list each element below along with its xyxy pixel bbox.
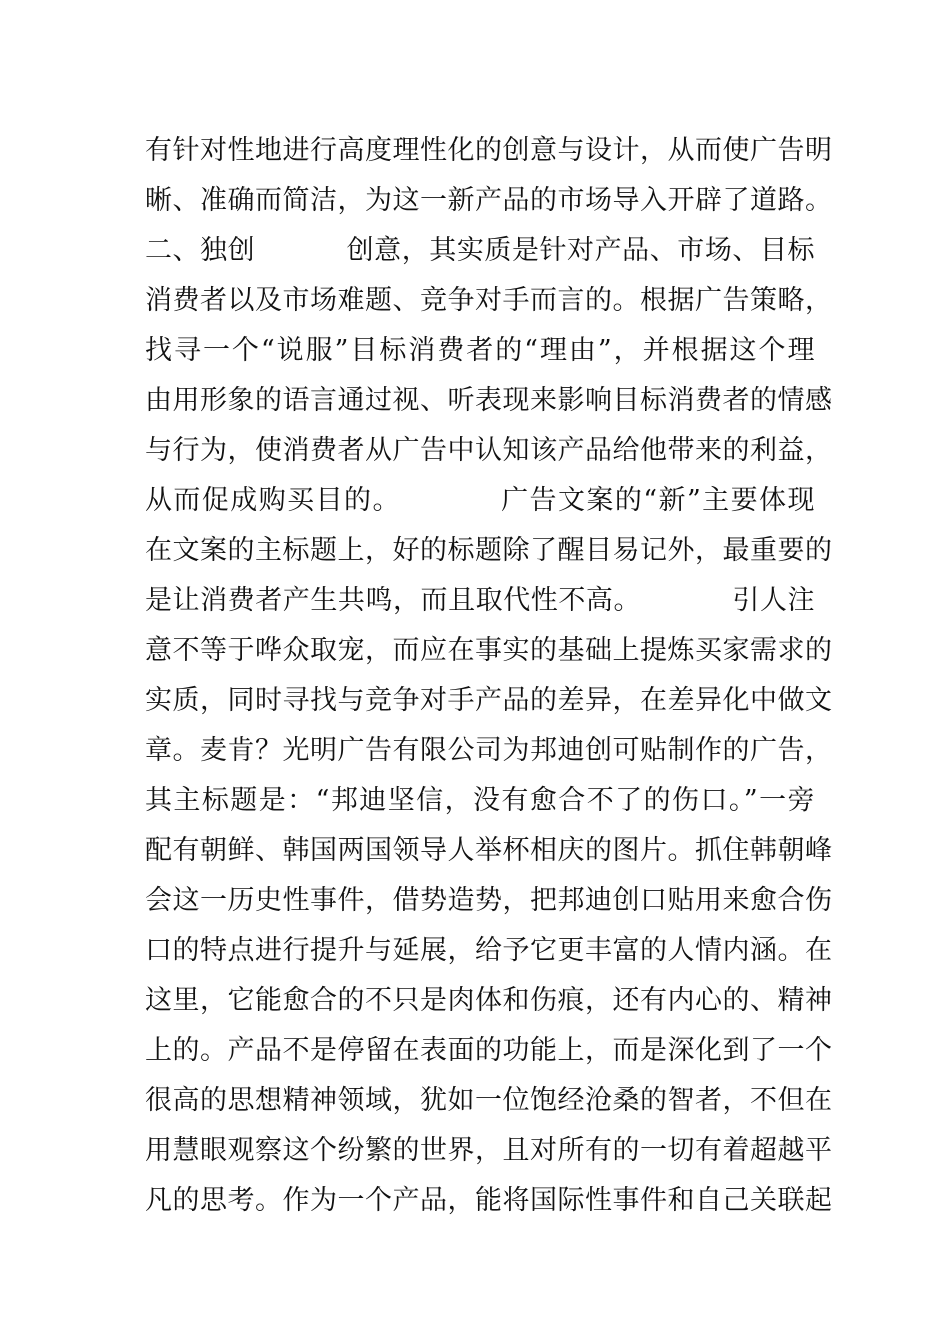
text-line: 晰、准确而简洁，为这一新产品的市场导入开辟了道路。 — [145, 185, 833, 216]
text-line: 这里，它能愈合的不只是肉体和伤痕，还有内心的、精神 — [145, 985, 833, 1016]
body-text — [145, 126, 833, 1226]
text-line: 其主标题是：“邦迪坚信，没有愈合不了的伤口。”一旁 — [145, 785, 815, 816]
text-line: 由用形象的语言通过视、听表现来影响目标消费者的情感 — [145, 385, 833, 416]
text-line: 从而促成购买目的。 广告文案的“新”主要体现 — [145, 485, 815, 516]
text-line: 二、独创 创意，其实质是针对产品、市场、目标 — [145, 235, 815, 266]
text-line: 用慧眼观察这个纷繁的世界，且对所有的一切有着超越平 — [145, 1135, 833, 1166]
text-line: 配有朝鲜、韩国两国领导人举杯相庆的图片。抓住韩朝峰 — [145, 835, 833, 866]
text-line: 章。麦肯？光明广告有限公司为邦迪创可贴制作的广告， — [145, 735, 833, 766]
text-line: 与行为，使消费者从广告中认知该产品给他带来的利益， — [145, 435, 833, 466]
text-line: 有针对性地进行高度理性化的创意与设计，从而使广告明 — [145, 135, 833, 166]
text-line: 凡的思考。作为一个产品，能将国际性事件和自己关联起 — [145, 1185, 833, 1216]
text-line: 消费者以及市场难题、竞争对手而言的。根据广告策略， — [145, 285, 833, 316]
text-line: 很高的思想精神领域，犹如一位饱经沧桑的智者，不但在 — [145, 1085, 833, 1116]
text-line: 是让消费者产生共鸣，而且取代性不高。 引人注 — [145, 585, 815, 616]
text-line: 意不等于哗众取宠，而应在事实的基础上提炼买家需求的 — [145, 635, 833, 666]
text-line: 找寻一个“说服”目标消费者的“理由”，并根据这个理 — [145, 335, 815, 366]
text-line: 实质，同时寻找与竞争对手产品的差异，在差异化中做文 — [145, 685, 833, 716]
text-line: 上的。产品不是停留在表面的功能上，而是深化到了一个 — [145, 1035, 833, 1066]
text-line: 在文案的主标题上，好的标题除了醒目易记外，最重要的 — [145, 535, 833, 566]
text-line: 口的特点进行提升与延展，给予它更丰富的人情内涵。在 — [145, 935, 833, 966]
text-line: 会这一历史性事件，借势造势，把邦迪创口贴用来愈合伤 — [145, 885, 833, 916]
